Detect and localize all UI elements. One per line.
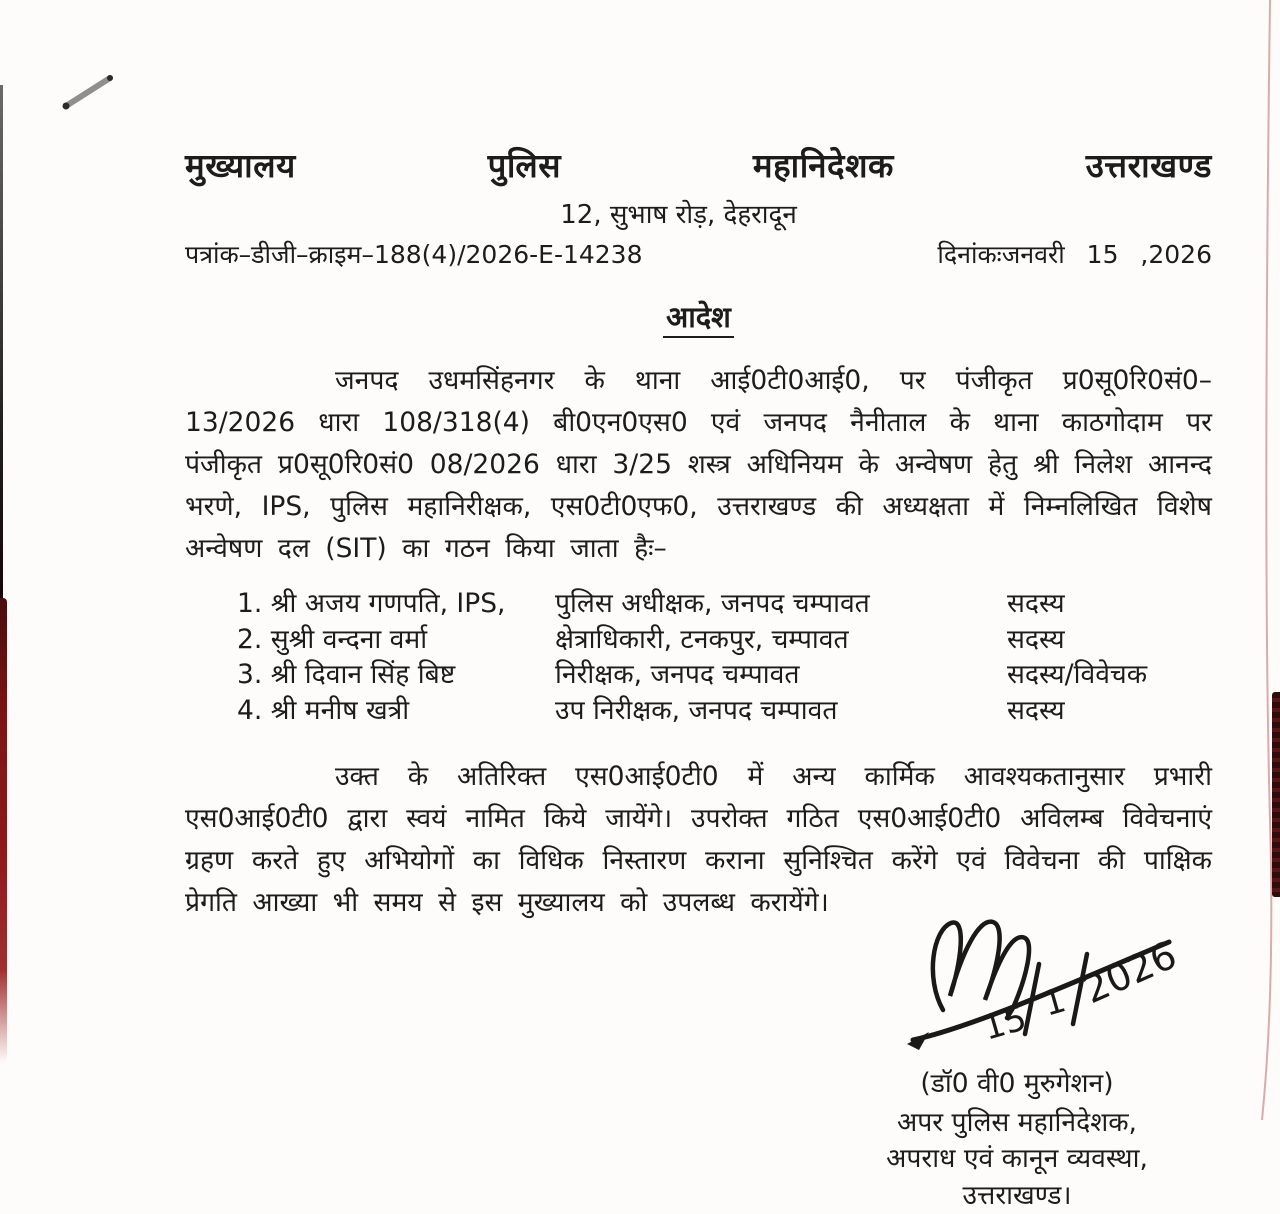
letter-meta-row — [185, 237, 1212, 271]
signatory-title-line-3: उत्तराखण्ड। — [837, 1178, 1197, 1214]
signatory-title-line-1: अपर पुलिस महानिदेशक, — [837, 1105, 1197, 1142]
scan-right-edge-dark-band — [1272, 692, 1280, 897]
letter-number: पत्रांक–डीजी–क्राइम–188(4)/2026-E-14238 — [185, 237, 643, 271]
member-name: 3. श्री दिवान सिंह बिष्ट — [237, 657, 555, 693]
member-row-4 — [237, 693, 1212, 729]
header-address: 12, सुभाष रोड़, देहरादून — [165, 195, 1192, 231]
scan-left-edge-shadow — [0, 85, 3, 640]
signatory-title-line-2: अपराध एवं कानून व्यवस्था, — [837, 1141, 1197, 1178]
order-title: आदेश — [185, 297, 1212, 336]
member-role: सदस्य — [1007, 586, 1212, 622]
staple-mark — [58, 68, 118, 114]
member-role: सदस्य — [1007, 622, 1212, 658]
order-body-paragraph-1: जनपद उधमसिंहनगर के थाना आई0टी0आई0, पर पंजीकृत प्र0सू0रि0सं0– 13/2026 धारा 108/318(4) बी0एन0एस0 एवं जनपद नैनीताल के थाना काठगोदाम पर पंजीकृत प्र0सू0रि0सं0 08/2026 धारा 3/25 शस्त्र अधिनियम के अन्वेषण हेतु श्री निलेश आनन्द भरणे, IPS, पुलिस महानिरीक्षक, एस0टी0एफ0, उत्तराखण्ड की अध्यक्षता में निम्नलिखित विशेष अन्वेषण दल (SIT) का गठन किया जाता हैः– — [185, 360, 1212, 570]
member-designation: उप निरीक्षक, जनपद चम्पावत — [555, 693, 1007, 729]
member-role: सदस्य/विवेचक — [1007, 657, 1212, 693]
header-word-police: पुलिस — [488, 142, 561, 187]
header-word-headquarters: मुख्यालय — [185, 142, 296, 187]
member-name: 4. श्री मनीष खत्री — [237, 693, 555, 729]
member-designation: पुलिस अधीक्षक, जनपद चम्पावत — [555, 586, 1007, 622]
sit-members-list — [237, 586, 1212, 728]
signature-zone — [185, 924, 1212, 1184]
header-word-director-general: महानिदेशक — [753, 142, 894, 187]
svg-text:15: 15 — [978, 998, 1031, 1048]
member-name: 2. सुश्री वन्दना वर्मा — [237, 622, 555, 658]
scan-left-edge-red-band — [0, 598, 7, 1063]
member-designation: निरीक्षक, जनपद चम्पावत — [555, 657, 1007, 693]
member-row-2 — [237, 622, 1212, 658]
member-designation: क्षेत्राधिकारी, टनकपुर, चम्पावत — [555, 622, 1007, 658]
header-word-uttarakhand: उत्तराखण्ड — [1086, 142, 1212, 187]
signatory-name: (डॉ0 वी0 मुरुगेशन) — [837, 1066, 1197, 1103]
document-header — [185, 142, 1212, 187]
member-row-3 — [237, 657, 1212, 693]
order-body-paragraph-2: उक्त के अतिरिक्त एस0आई0टी0 में अन्य कार्मिक आवश्यकतानुसार प्रभारी एस0आई0टी0 द्वारा स्वयं नामित किये जायेंगे। उपरोक्त गठित एस0आई0टी0 अविलम्ब विवेचनाएं ग्रहण करते हुए अभियोगों का विधिक निस्तारण कराना सुनिश्चित करेंगे एवं विवेचना की पाक्षिक प्रेगति आख्या भी समय से इस मुख्यालय को उपलब्ध करायेंगे। — [185, 756, 1212, 924]
svg-text:2026: 2026 — [1077, 933, 1183, 1013]
signatory-block — [837, 1066, 1197, 1214]
svg-text:1: 1 — [1038, 980, 1070, 1024]
member-role: सदस्य — [1007, 693, 1212, 729]
handwritten-signature-and-date — [903, 906, 1213, 1081]
member-name: 1. श्री अजय गणपति, IPS, — [237, 586, 555, 622]
member-row-1 — [237, 586, 1212, 622]
letter-date: दिनांकःजनवरी 15 ,2026 — [937, 237, 1212, 271]
